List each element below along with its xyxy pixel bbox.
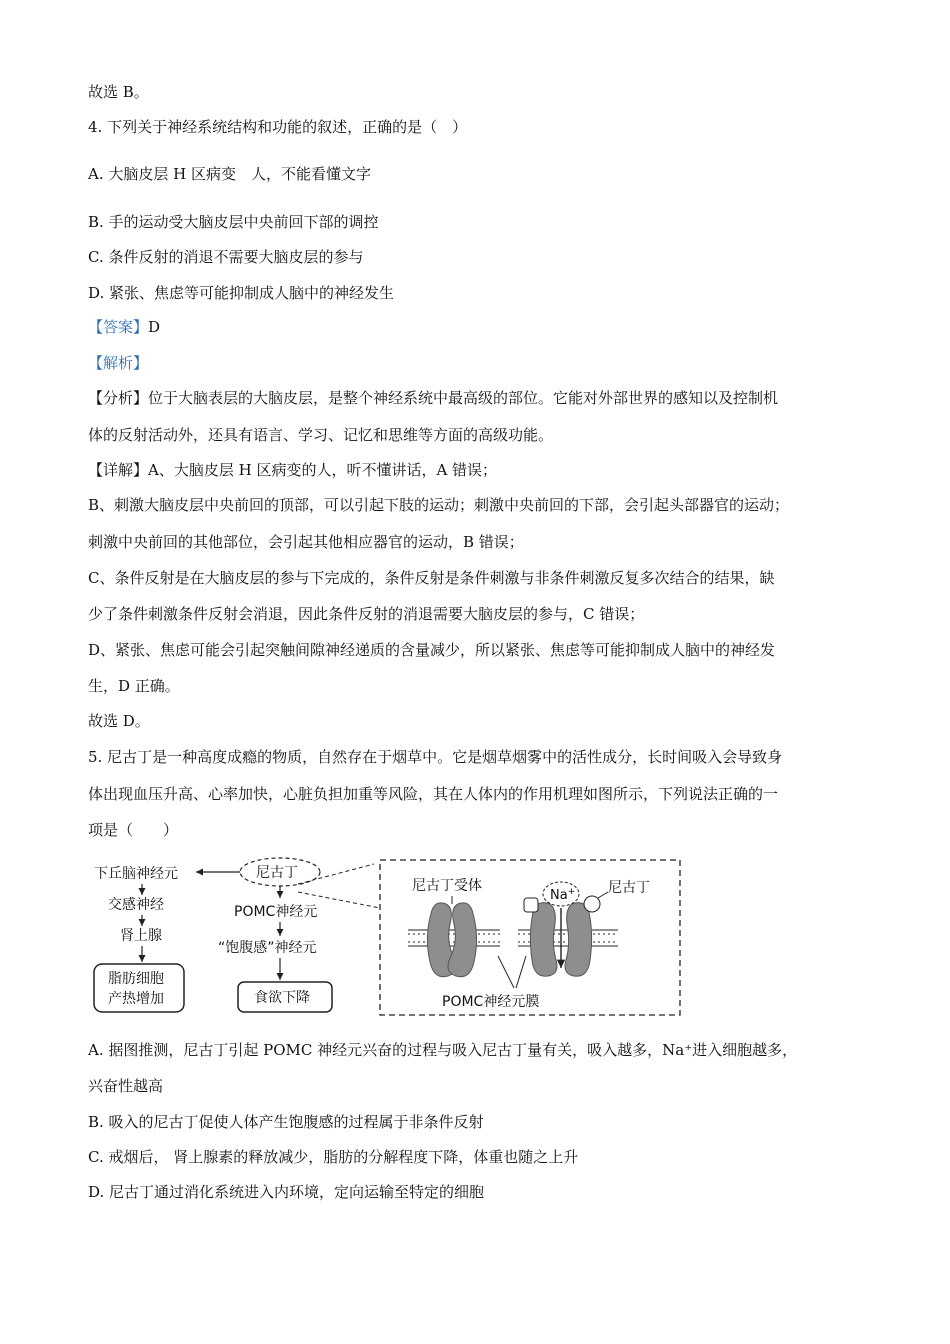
heat-increase-label: 产热增加	[108, 991, 164, 1007]
text-line: 故选 B。	[88, 83, 149, 101]
nicotine-mechanism-diagram	[86, 852, 686, 1020]
detail-text: 刺激中央前回的其他部位，会引起其他相应器官的运动，B 错误；	[88, 533, 524, 551]
fat-cell-label: 脂肪细胞	[108, 971, 164, 987]
question-4-option-b: B. 手的运动受大脑皮层中央前回下部的调控	[88, 213, 379, 231]
nicotine-label: 尼古丁	[256, 865, 298, 881]
analysis-text: 【分析】位于大脑表层的大脑皮层，是整个神经系统中最高级的部位。它能对外部世界的感知以及控制机	[88, 389, 779, 407]
satiety-neuron-label: “饱腹感”神经元	[218, 940, 317, 956]
text-line: 故选 D。	[88, 712, 150, 730]
question-5-stem: 5. 尼古丁是一种高度成瘾的物质，自然存在于烟草中。它是烟草烟雾中的活性成分，长时间吸入会导致身	[88, 748, 783, 766]
leader-line	[516, 956, 526, 988]
question-5-option-a: A. 据图推测，尼古丁引起 POMC 神经元兴奋的过程与吸入尼古丁量有关，吸入越多，Na⁺进入细胞越多，	[88, 1041, 798, 1059]
answer-label: 【答案】	[88, 318, 149, 336]
question-5-stem: 项是（ ）	[88, 821, 179, 839]
pomc-membrane-label: POMC神经元膜	[442, 994, 540, 1010]
detail-text: B、刺激大脑皮层中央前回的顶部，可以引起下肢的运动；刺激中央前回的下部，会引起头部器官的运动；	[88, 496, 790, 514]
hypothalamus-neuron-label: 下丘脑神经元	[94, 866, 178, 882]
question-5-option-a: 兴奋性越高	[88, 1077, 164, 1095]
leader-line	[498, 956, 514, 988]
analysis-label: 【解析】	[88, 354, 149, 372]
detail-text: 生，D 正确。	[88, 677, 180, 695]
detail-text: 少了条件刺激条件反射会消退，因此条件反射的消退需要大脑皮层的参与，C 错误；	[88, 605, 645, 623]
question-4-option-d: D. 紧张、焦虑等可能抑制成人脑中的神经发生	[88, 284, 395, 302]
question-5-option-c: C. 戒烟后， 肾上腺素的释放减少，脂肪的分解程度下降，体重也随之上升	[88, 1148, 579, 1166]
sympathetic-nerve-label: 交感神经	[108, 897, 164, 913]
leader-line	[598, 892, 608, 898]
answer-line	[88, 317, 160, 337]
nicotine-molecule	[524, 898, 538, 912]
adrenal-gland-label: 肾上腺	[120, 928, 162, 944]
sodium-ion-label: Na+	[550, 887, 576, 903]
question-5-option-b: B. 吸入的尼古丁促使人体产生饱腹感的过程属于非条件反射	[88, 1113, 484, 1131]
analysis-text: 体的反射活动外，还具有语言、学习、记忆和思维等方面的高级功能。	[88, 426, 554, 444]
question-4-option-c: C. 条件反射的消退不需要大脑皮层的参与	[88, 248, 364, 266]
detail-text: 【详解】A、大脑皮层 H 区病变的人，听不懂讲话，A 错误；	[88, 461, 498, 479]
answer-value: D	[148, 318, 161, 336]
appetite-decrease-label: 食欲下降	[254, 990, 310, 1006]
nicotine-molecule	[584, 896, 600, 912]
pomc-neuron-label: POMC神经元	[234, 904, 318, 920]
question-5-option-d: D. 尼古丁通过消化系统进入内环境，定向运输至特定的细胞	[88, 1183, 485, 1201]
question-4-stem: 4. 下列关于神经系统结构和功能的叙述，正确的是（ ）	[88, 118, 468, 136]
detail-text: C、条件反射是在大脑皮层的参与下完成的，条件反射是条件刺激与非条件刺激反复多次结合的结果，缺	[88, 569, 775, 587]
receptor-left-subunit	[448, 903, 477, 977]
nicotine-receptor-label: 尼古丁受体	[412, 878, 482, 894]
detail-text: D、紧张、焦虑可能会引起突触间隙神经递质的含量减少，所以紧张、焦虑等可能抑制成人脑中的神经发	[88, 641, 776, 659]
question-5-stem: 体出现血压升高、心率加快，心脏负担加重等风险，其在人体内的作用机理如图所示，下列说法正确的一	[88, 785, 779, 803]
receptor-right-subunit	[530, 903, 557, 977]
receptor-right-subunit	[565, 903, 592, 977]
question-4-option-a: A. 大脑皮层 H 区病变 人，不能看懂文字	[88, 165, 371, 183]
nicotine-label-right: 尼古丁	[608, 880, 650, 896]
